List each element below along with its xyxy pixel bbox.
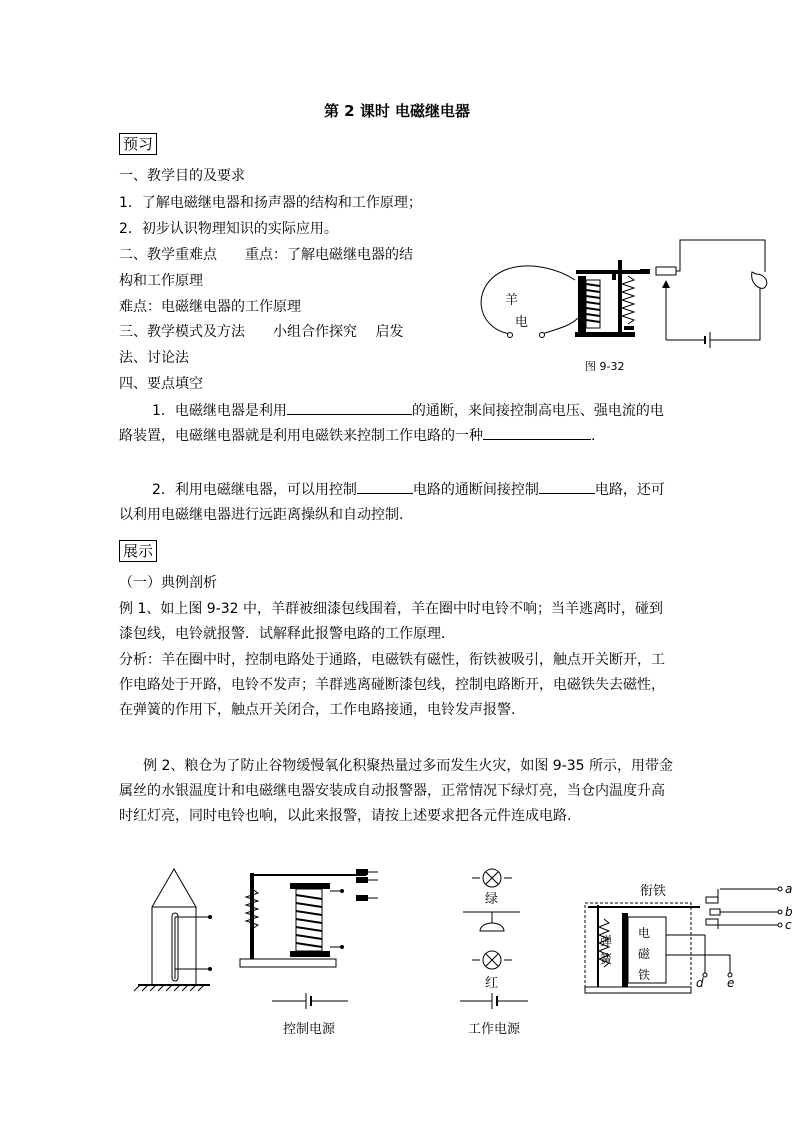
coil-char-3: 铁 — [638, 968, 651, 982]
fill-2-middle: 电路的通断间接控制 — [412, 482, 539, 498]
coil-char-2: 磁 — [638, 947, 651, 961]
fill-2-suffix: 电路，还可以利用电磁继电器进行远距离操纵和自动控制. — [119, 482, 665, 523]
bell — [463, 912, 520, 931]
armature-label: 衔铁 — [640, 884, 667, 899]
control-power-label: 控制电源 — [283, 1022, 336, 1037]
terminal-a: a — [785, 882, 793, 896]
subsection-examples: （一）典例剖析 — [119, 575, 217, 591]
objective-1: 1．了解电磁继电器和扬声器的结构和工作原理； — [119, 195, 422, 211]
blank-2[interactable] — [483, 425, 591, 440]
fill-2-prefix: 2．利用电磁继电器，可以用控制 — [152, 482, 357, 498]
terminal-b: b — [785, 905, 793, 919]
green-lamp — [472, 869, 512, 907]
figure-9-35 — [130, 855, 794, 1045]
sheep-label: 羊 — [505, 293, 519, 308]
terminal-d: d — [696, 976, 704, 990]
fill-blank-2 — [119, 478, 675, 528]
fill-1-middle: 的通断，来间接控制高电压、强电流的电路装置，电磁继电器就是利用电磁铁来控制工作电路的一种 — [119, 403, 664, 444]
section-methods-line1: 三、教学模式及方法 小组合作探究 启发 — [119, 324, 404, 340]
relay-diagram — [585, 882, 793, 993]
section-objectives: 一、教学目的及要求 — [119, 168, 245, 184]
granary-thermometer — [134, 869, 212, 991]
green-label: 绿 — [485, 892, 499, 907]
section-keypoints-line1: 二、教学重难点 重点：了解电磁继电器的结 — [119, 247, 413, 263]
objective-2: 2．初步认识物理知识的实际应用。 — [119, 221, 338, 237]
relay — [240, 869, 378, 967]
fill-blank-1 — [119, 399, 675, 449]
example-2: 例 2、粮仓为了防止谷物缓慢氧化积聚热量过多而发生火灾，如图 9-35 所示，用带金属丝的水银温度计和电磁继电器安装成自动报警器，正常情况下绿灯亮，当仓内温度升高时红灯亮，同时电铃也响，以此来报警，请按上述要求把各元件连成电路. — [119, 758, 674, 824]
red-lamp — [472, 951, 512, 991]
spring-char-2: 簧 — [600, 952, 613, 966]
section-keypoints-line2: 构和工作原理 — [119, 273, 203, 289]
terminal-e: e — [727, 976, 735, 990]
work-power-label: 工作电源 — [468, 1022, 521, 1037]
figure-9-32 — [470, 230, 770, 380]
blank-4[interactable] — [539, 479, 595, 494]
fill-1-prefix: 1．电磁继电器是利用 — [152, 403, 287, 419]
preview-header: 预习 — [119, 133, 157, 155]
red-label: 红 — [485, 976, 499, 991]
terminal-c: c — [785, 918, 792, 932]
section-methods-line2: 法、讨论法 — [119, 350, 189, 366]
page-title: 第 2 课时 电磁继电器 — [323, 102, 471, 120]
show-header: 展示 — [119, 540, 157, 562]
spring-char-1: 弹 — [600, 934, 613, 948]
electric-label: 电 — [515, 315, 529, 330]
analysis: 分析：羊在圈中时，控制电路处于通路，电磁铁有磁性，衔铁被吸引，触点开关断开，工作电路处于开路，电铃不发声；羊群逃离碰断漆包线，控制电路断开，电磁铁失去磁性，在弹簧的作用下，触点开关闭合，工作电路接通，电铃发声报警. — [119, 652, 665, 718]
figure-9-32-caption: 图 9-32 — [585, 360, 625, 373]
fill-1-suffix: . — [591, 428, 596, 444]
blank-1[interactable] — [287, 400, 412, 415]
blank-3[interactable] — [357, 479, 413, 494]
section-fill: 四、要点填空 — [119, 376, 203, 392]
difficulty-line: 难点：电磁继电器的工作原理 — [119, 299, 301, 315]
coil-char-1: 电 — [638, 926, 651, 940]
example-1: 例 1、如上图 9-32 中，羊群被细漆包线围着，羊在圈中时电铃不响；当羊逃离时，碰到漆包线，电铃就报警．试解释此报警电路的工作原理． — [119, 601, 664, 642]
